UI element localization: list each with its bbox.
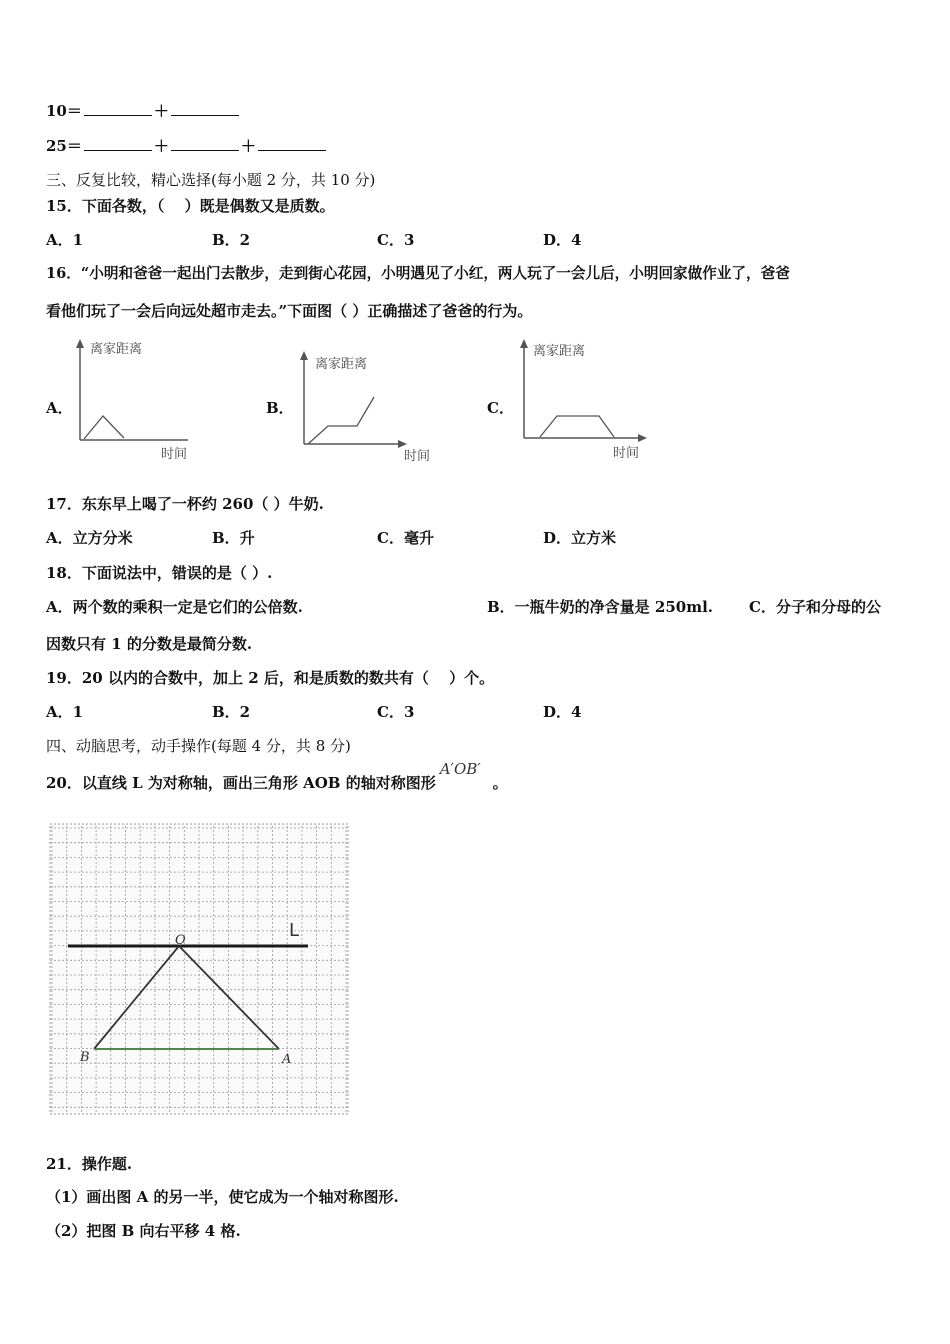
q19-option-c[interactable]: C．3: [377, 703, 415, 721]
q19-option-b[interactable]: B．2: [212, 703, 251, 721]
fill-row-25: [46, 136, 328, 156]
q18-option-c[interactable]: C．分子和分母的公: [749, 598, 881, 616]
arrow-icon: [398, 440, 407, 448]
q20-figure-name: A′OB′: [439, 760, 481, 778]
answer-blank[interactable]: [171, 101, 239, 116]
fill-row-25-left: 25＝: [46, 137, 82, 155]
label-a: A: [282, 1052, 292, 1067]
x-label: 时间: [613, 446, 640, 461]
q21-text: 21．操作题.: [46, 1155, 133, 1173]
section4-title: 四、动脑思考，动手操作(每题 4 分，共 8 分): [46, 737, 351, 755]
q21-sub1: （1）画出图 A 的另一半，使它成为一个轴对称图形.: [46, 1188, 399, 1206]
x-label: 时间: [161, 447, 188, 462]
y-label: 离家距离: [533, 344, 586, 359]
answer-blank[interactable]: [171, 136, 239, 151]
q18-text: 18．下面说法中，错误的是（ ）.: [46, 564, 273, 582]
fill-row-10-left: 10＝: [46, 102, 82, 120]
q16-option-b[interactable]: B．: [266, 399, 294, 417]
plus-sign: ＋: [153, 137, 169, 155]
label-l: L: [289, 920, 300, 941]
q15-option-b[interactable]: B．2: [212, 231, 251, 249]
graph-b: [294, 348, 439, 466]
q16-option-c[interactable]: C．: [487, 399, 514, 417]
answer-blank[interactable]: [84, 136, 152, 151]
q18-option-c-continued: 因数只有 1 的分数是最简分数.: [46, 635, 253, 653]
q15-text: 15．下面各数，（ ）既是偶数又是质数。: [46, 197, 335, 215]
y-label: 离家距离: [315, 357, 368, 372]
graph-c: [512, 336, 657, 464]
q20-text-end: 。: [492, 774, 508, 792]
fill-row-10: [46, 101, 241, 121]
graph-a: [70, 336, 200, 464]
q16-text-line2: 看他们玩了一会后向远处超市走去。”下面图（ ）正确描述了爸爸的行为。: [46, 302, 533, 320]
q15-option-d[interactable]: D．4: [543, 231, 582, 249]
arrow-icon: [638, 434, 647, 442]
arrow-icon: [520, 339, 528, 348]
x-label: 时间: [404, 449, 431, 464]
label-o: O: [175, 933, 186, 948]
plus-sign: ＋: [153, 102, 169, 120]
arrow-icon: [76, 339, 84, 348]
answer-blank[interactable]: [258, 136, 326, 151]
q19-option-d[interactable]: D．4: [543, 703, 582, 721]
q18-option-b[interactable]: B．一瓶牛奶的净含量是 250ml.: [487, 598, 714, 616]
q17-option-a[interactable]: A．立方分米: [46, 529, 133, 547]
q16-text-line1: 16．“小明和爸爸一起出门去散步，走到街心花园，小明遇见了小红，两人玩了一会儿后，小明回家做作业了，爸爸: [46, 265, 790, 282]
q18-option-a[interactable]: A．两个数的乘积一定是它们的公倍数.: [46, 598, 303, 616]
q15-option-c[interactable]: C．3: [377, 231, 415, 249]
graph-line: [84, 416, 124, 439]
q17-option-d[interactable]: D．立方米: [543, 529, 617, 547]
q19-option-a[interactable]: A．1: [46, 703, 84, 721]
q17-option-c[interactable]: C．毫升: [377, 529, 434, 547]
label-b: B: [80, 1050, 90, 1065]
q20-text: [46, 760, 508, 793]
graph-line: [308, 397, 374, 444]
q17-text: 17．东东早上喝了一杯约 260（ ）牛奶.: [46, 495, 324, 513]
q16-option-a[interactable]: A．: [46, 399, 73, 417]
q21-sub2: （2）把图 B 向右平移 4 格.: [46, 1222, 241, 1240]
graph-line: [540, 416, 614, 437]
symmetry-grid[interactable]: [46, 822, 352, 1118]
q17-option-b[interactable]: B．升: [212, 529, 255, 547]
section3-title: 三、反复比较，精心选择(每小题 2 分，共 10 分): [46, 171, 376, 189]
q15-option-a[interactable]: A．1: [46, 231, 84, 249]
y-label: 离家距离: [90, 342, 143, 357]
answer-blank[interactable]: [84, 101, 152, 116]
plus-sign: ＋: [240, 137, 256, 155]
q19-text: 19．20 以内的合数中，加上 2 后，和是质数的数共有（ ）个。: [46, 669, 495, 687]
arrow-icon: [300, 351, 308, 360]
q20-text-body: 20．以直线 L 为对称轴，画出三角形 AOB 的轴对称图形: [46, 774, 436, 792]
